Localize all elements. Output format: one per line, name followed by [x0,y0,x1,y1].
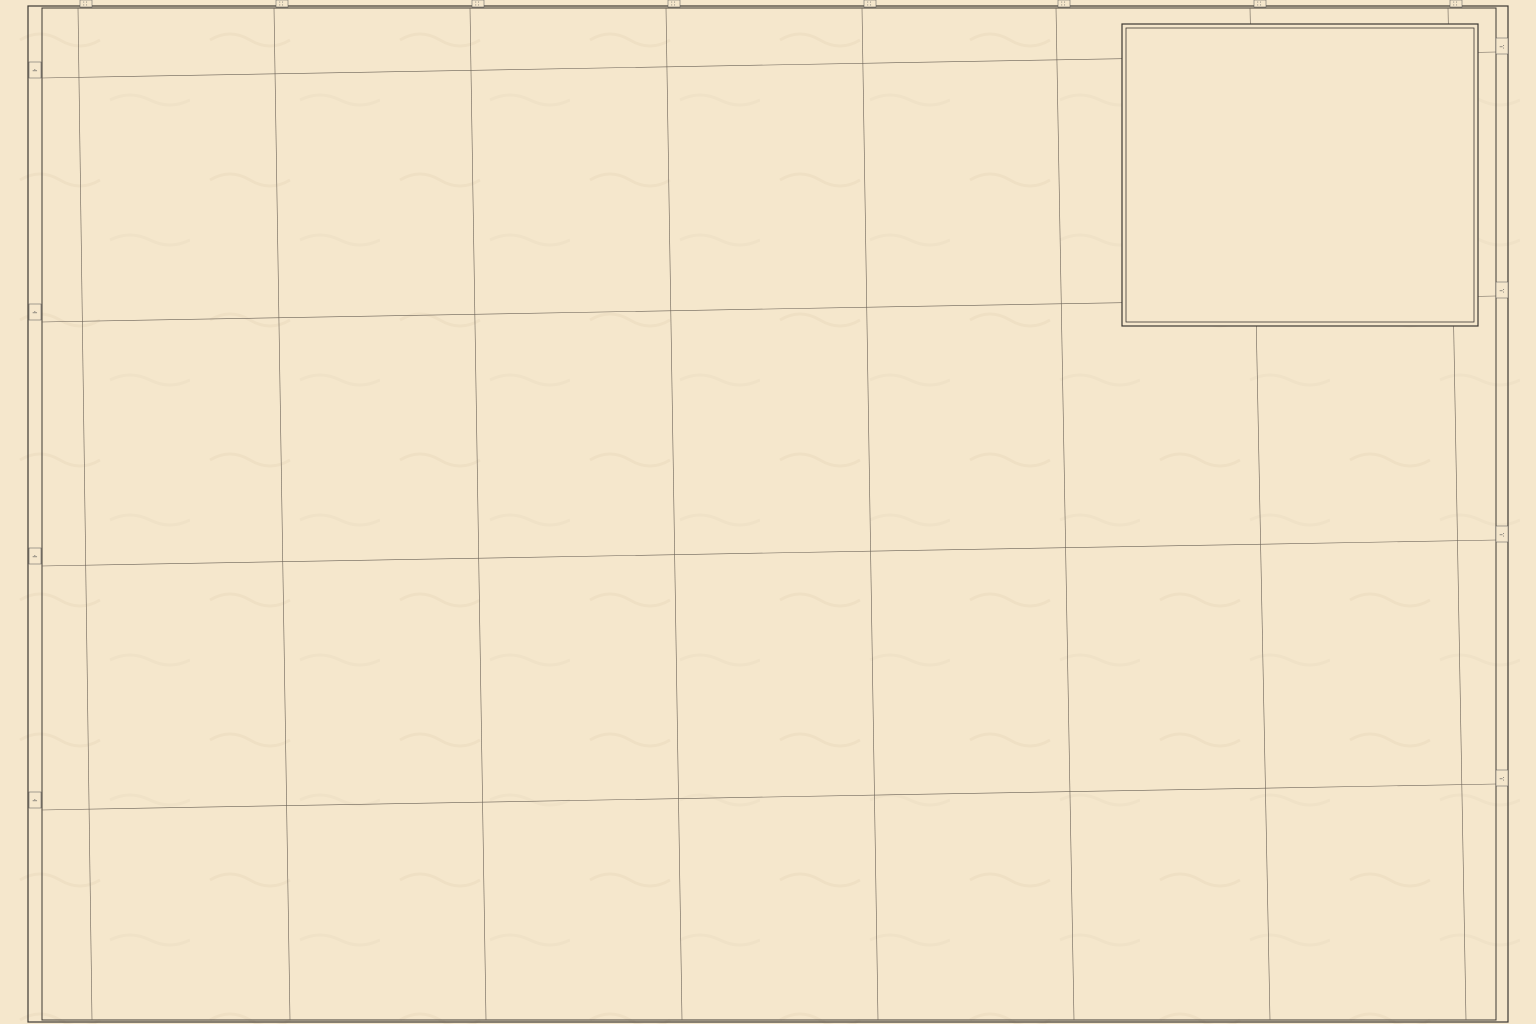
inset-frame-outer [1122,24,1478,326]
right-tick-label: ∹ [1499,287,1505,295]
right-tick-label: ∹ [1499,531,1505,539]
top-tick-label: ∷ [475,0,480,8]
inset-panel[interactable] [1122,24,1478,326]
top-tick-label: ∷ [671,0,676,8]
top-tick-label: ∷ [1061,0,1066,8]
left-tick-label: ∸ [32,553,38,561]
top-tick-label: ∷ [83,0,88,8]
left-tick-label: ∸ [32,67,38,75]
top-tick-label: ∷ [279,0,284,8]
left-tick-label: ∸ [32,309,38,317]
right-tick-label: ∹ [1499,43,1505,51]
top-tick-label: ∷ [1257,0,1262,8]
top-tick-label: ∷ [1453,0,1458,8]
left-tick-label: ∸ [32,797,38,805]
top-tick-label: ∷ [867,0,872,8]
right-tick-label: ∹ [1499,775,1505,783]
